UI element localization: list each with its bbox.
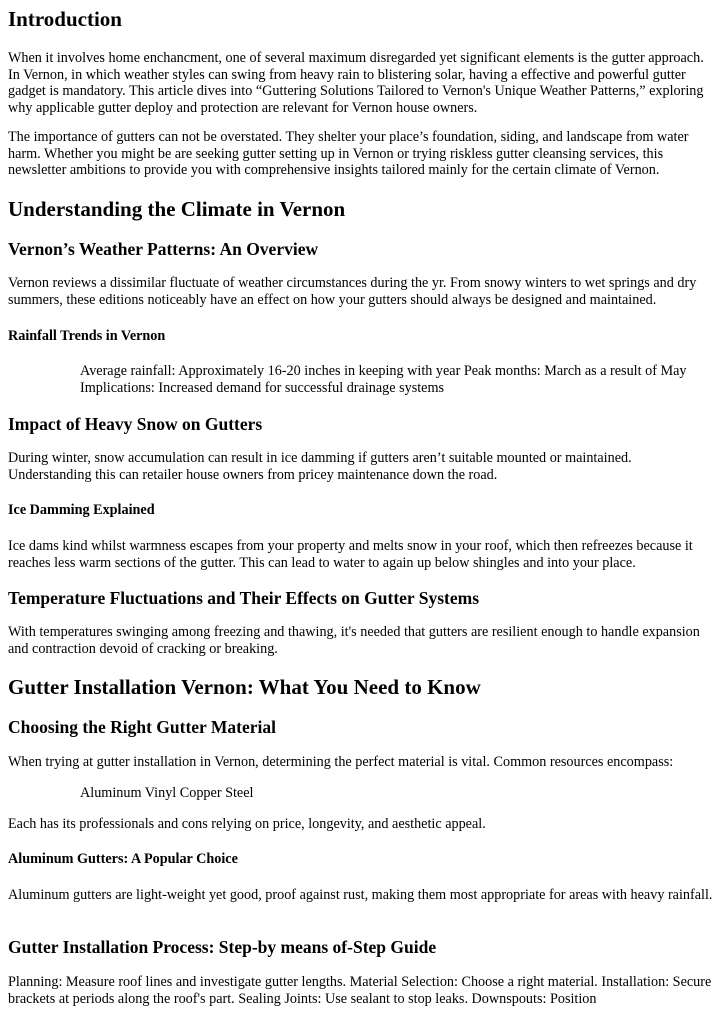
- heading-rainfall-trends: Rainfall Trends in Vernon: [8, 328, 166, 344]
- heavy-snow-text: During winter, snow accumulation can result in ice damming if gutters aren’t suitable mounted or maintained. Understanding this can retailer house owners from pricey maintenance down the road.: [8, 450, 632, 483]
- weather-overview-text: Vernon reviews a dissimilar fluctuate of weather circumstances during the yr. From snowy winters to wet springs and dry summers, these editions noticeably have an effect on how your gutters should always be designed and maintained.: [8, 275, 697, 308]
- heading-ice-damming: Ice Damming Explained: [8, 502, 155, 518]
- material-list: [80, 785, 714, 802]
- heading-aluminum-gutters: Aluminum Gutters: A Popular Choice: [8, 851, 238, 867]
- gutter-material-text: When trying at gutter installation in Vernon, determining the perfect material is vital. Common resources encompass:: [8, 754, 674, 770]
- intro-paragraph-1: When it involves home enchancment, one of several maximum disregarded yet significant elements is the gutter approach. In Vernon, in which weather styles can swing from heavy rain to blistering solar, having a effective and powerful gutter gadget is mandatory. This article dives into “Guttering Solutions Tailored to Vernon's Unique Weather Patterns,” exploring why applicable gutter deploy and protection are relevant for Vernon house owners.: [8, 50, 704, 116]
- heading-introduction: Introduction: [8, 7, 122, 31]
- rainfall-line-1: Average rainfall: Approximately 16-20 inches in keeping with year Peak months: March as a result of May: [80, 363, 687, 379]
- heading-installation-process: Gutter Installation Process: Step-by means of-Step Guide: [8, 937, 437, 957]
- rainfall-line-2: Implications: Increased demand for successful drainage systems: [80, 379, 445, 396]
- ice-damming-text: Ice dams kind whilst warmness escapes from your property and melts snow in your roof, which then refreezes because it reaches less warm sections of the gutter. This can lead to water to again up below shingles and into your place.: [8, 538, 693, 571]
- temperature-text: With temperatures swinging among freezing and thawing, it's needed that gutters are resilient enough to handle expansion and contraction devoid of cracking or breaking.: [8, 624, 700, 657]
- heading-gutter-material: Choosing the Right Gutter Material: [8, 717, 276, 737]
- material-note: Each has its professionals and cons relying on price, longevity, and aesthetic appeal.: [8, 816, 486, 832]
- heading-climate: Understanding the Climate in Vernon: [8, 197, 346, 221]
- aluminum-gutters-text: Aluminum gutters are light-weight yet good, proof against rust, making them most appropriate for areas with heavy rainfall.: [8, 887, 713, 903]
- heading-installation: Gutter Installation Vernon: What You Need to Know: [8, 675, 481, 699]
- installation-process-text: Planning: Measure roof lines and investigate gutter lengths. Material Selection: Choose a right material. Installation: Secure brackets at periods along the roof's part. Sealing Joints: Use sealant to stop leaks. Downspouts: Position: [8, 974, 712, 1007]
- heading-weather-overview: Vernon’s Weather Patterns: An Overview: [8, 239, 319, 259]
- heading-heavy-snow: Impact of Heavy Snow on Gutters: [8, 414, 263, 434]
- material-list-items: Aluminum Vinyl Copper Steel: [80, 785, 254, 801]
- rainfall-quote: [80, 363, 714, 396]
- intro-paragraph-2: The importance of gutters can not be overstated. They shelter your place’s foundation, siding, and landscape from water harm. Whether you might be are seeking gutter setting up in Vernon or trying riskless gutter cleansing services, this newsletter ambitions to provide you with comprehensive insights tailored mainly for the certain climate of Vernon.: [8, 129, 689, 178]
- heading-temperature: Temperature Fluctuations and Their Effects on Gutter Systems: [8, 588, 480, 608]
